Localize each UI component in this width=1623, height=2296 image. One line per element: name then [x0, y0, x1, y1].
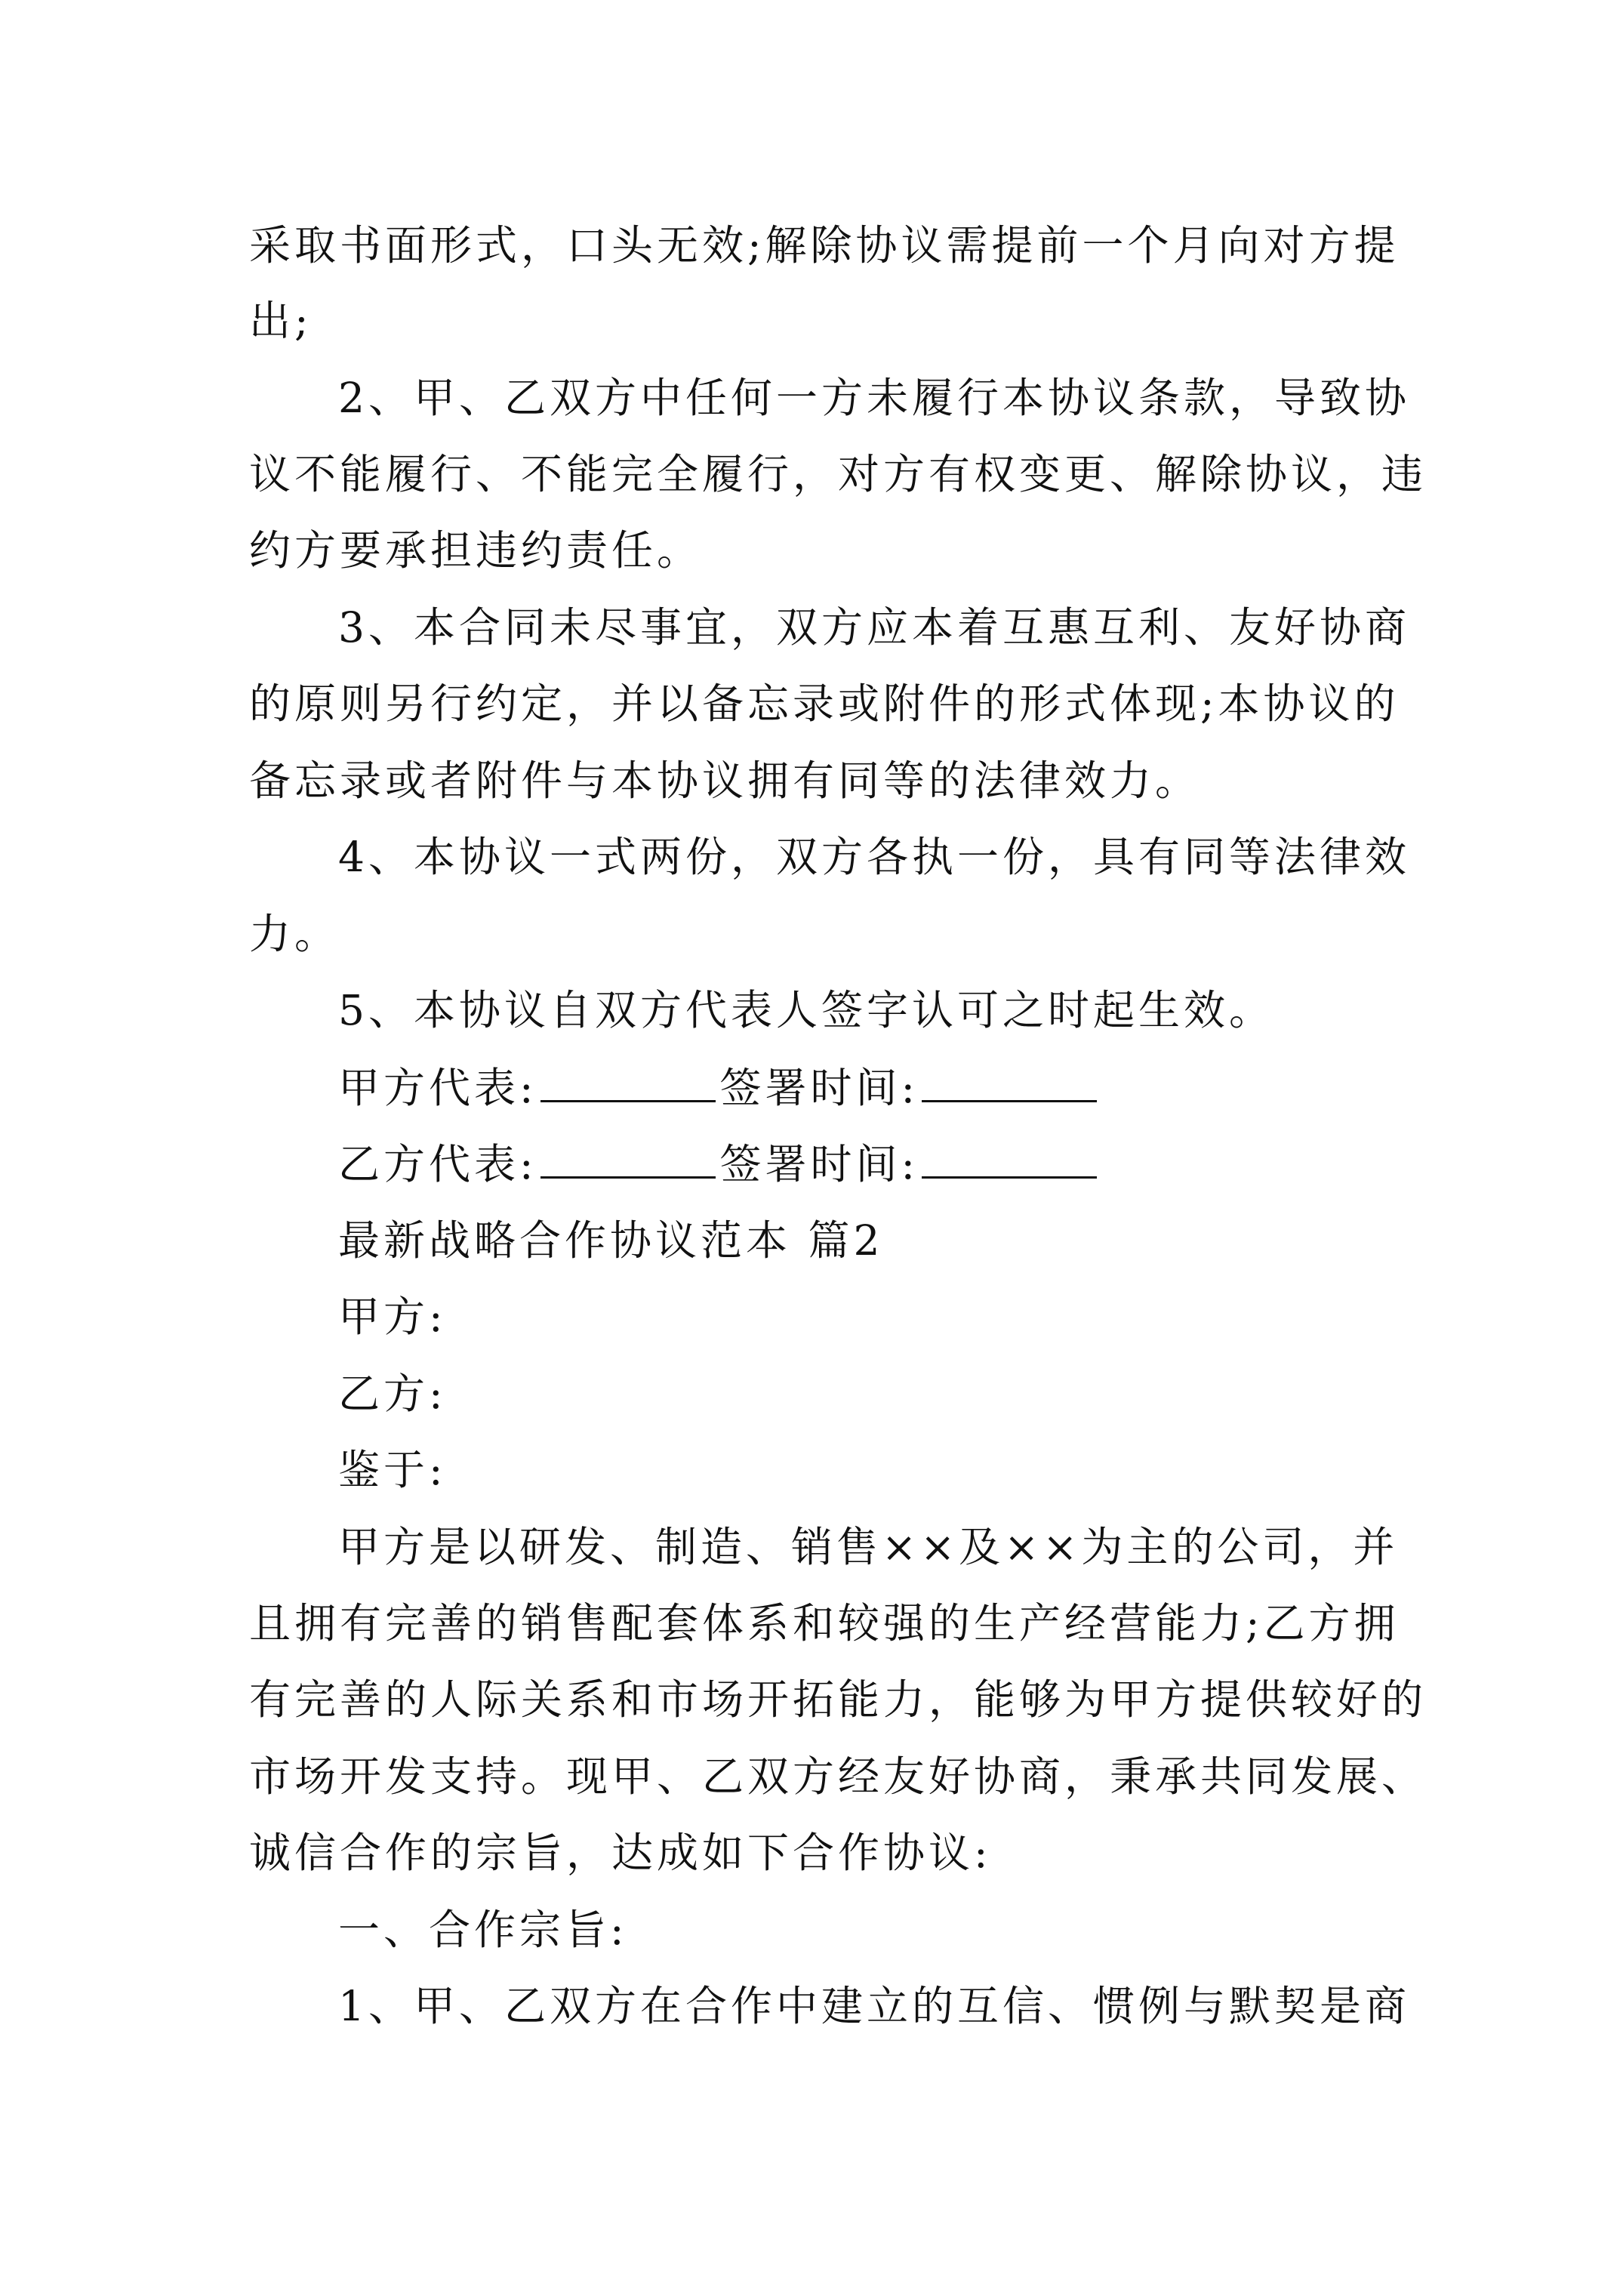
party-a-rep-blank — [540, 1061, 716, 1102]
paragraph-line: 的原则另行约定，并以备忘录或附件的形式体现;本协议的 — [249, 680, 1400, 728]
party-a-time-label: 签署时间: — [719, 1064, 919, 1112]
party-b-rep-label: 乙方代表: — [338, 1140, 537, 1188]
paragraph-line: 议不能履行、不能完全履行，对方有权变更、解除协议，违 — [249, 450, 1427, 498]
paragraph-line: 且拥有完善的销售配套体系和较强的生产经营能力;乙方拥 — [249, 1599, 1400, 1647]
paragraph-line: 2、甲、乙双方中任何一方未履行本协议条款，导致协 — [338, 374, 1410, 422]
signature-line-party-a — [338, 1061, 1486, 1114]
section-heading: 最新战略合作协议范本 篇2 — [338, 1216, 884, 1265]
paragraph-line: 5、本协议自双方代表人签字认可之时起生效。 — [338, 986, 1274, 1034]
signature-line-party-b — [338, 1137, 1486, 1190]
party-b-line: 乙方: — [338, 1370, 447, 1418]
party-a-line: 甲方: — [338, 1293, 447, 1341]
paragraph-line: 约方要承担违约责任。 — [249, 526, 703, 575]
paragraph-line: 采取书面形式，口头无效;解除协议需提前一个月向对方提 — [249, 221, 1400, 270]
paragraph-line: 市场开发支持。现甲、乙双方经友好协商，秉承共同发展、 — [249, 1752, 1427, 1801]
paragraph-line: 甲方是以研发、制造、销售××及××为主的公司，并 — [338, 1523, 1399, 1571]
paragraph-line: 诚信合作的宗旨，达成如下合作协议: — [249, 1829, 992, 1877]
paragraph-line: 力。 — [249, 910, 340, 958]
paragraph-line: 有完善的人际关系和市场开拓能力，能够为甲方提供较好的 — [249, 1675, 1427, 1724]
party-b-time-blank — [922, 1137, 1097, 1179]
subsection-heading: 一、合作宗旨: — [338, 1906, 628, 1954]
paragraph-line: 出; — [249, 297, 313, 345]
paragraph-line: 4、本协议一式两份，双方各执一份，具有同等法律效 — [338, 833, 1410, 881]
party-b-time-label: 签署时间: — [719, 1140, 919, 1188]
paragraph-line: 备忘录或者附件与本协议拥有同等的法律效力。 — [249, 757, 1201, 805]
party-b-rep-blank — [540, 1137, 716, 1179]
paragraph-line: 1、甲、乙双方在合作中建立的互信、惯例与默契是商 — [338, 1982, 1410, 2030]
whereas-line: 鉴于: — [338, 1446, 447, 1494]
party-a-time-blank — [922, 1061, 1097, 1102]
paragraph-line: 3、本合同未尽事宜，双方应本着互惠互利、友好协商 — [338, 603, 1410, 652]
party-a-rep-label: 甲方代表: — [338, 1064, 537, 1112]
